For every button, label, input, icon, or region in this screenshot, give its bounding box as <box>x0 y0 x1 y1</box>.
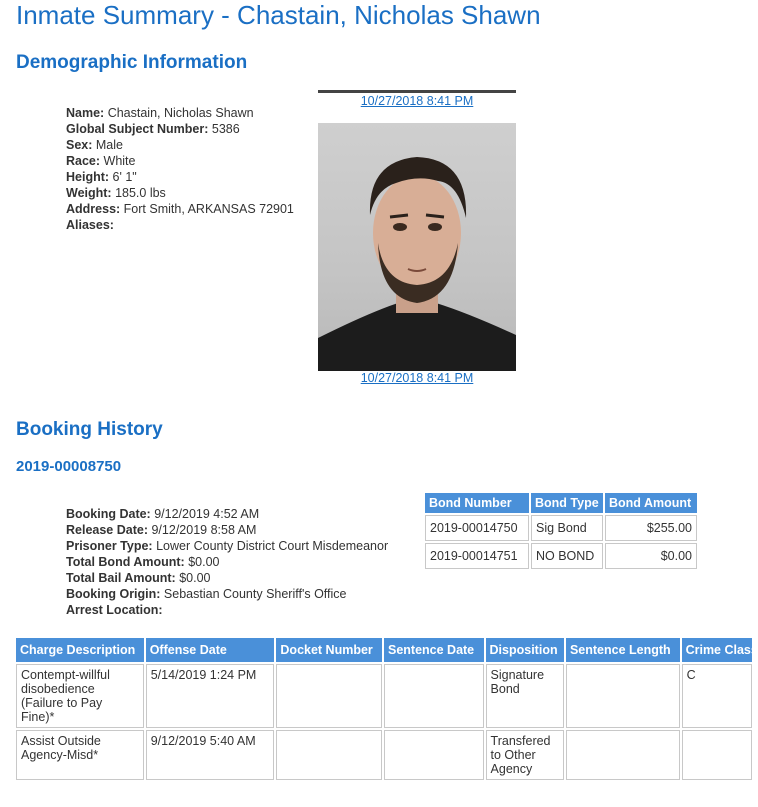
photo-date-link-top[interactable]: 10/27/2018 8:41 PM <box>360 94 474 108</box>
sex-label: Sex: <box>66 138 93 152</box>
disposition-cell: Transfered to Other Agency <box>486 730 564 780</box>
arrest-location-label: Arrest Location: <box>66 603 163 617</box>
offense-date-cell: 9/12/2019 5:40 AM <box>146 730 275 780</box>
charges-table-header <box>16 638 752 662</box>
booking-date-label: Booking Date: <box>66 507 151 521</box>
weight-label: Weight: <box>66 186 112 200</box>
charge-description-header: Charge Description <box>16 638 144 662</box>
total-bond-label: Total Bond Amount: <box>66 555 185 569</box>
release-date-value: 9/12/2019 8:58 AM <box>151 523 257 537</box>
docket-number-cell <box>276 730 382 780</box>
booking-origin-label: Booking Origin: <box>66 587 161 601</box>
height-row <box>66 169 294 185</box>
bond-number-header: Bond Number <box>425 493 529 513</box>
offense-date-cell: 5/14/2019 1:24 PM <box>146 664 275 728</box>
sentence-length-cell <box>566 664 680 728</box>
race-value: White <box>103 154 136 168</box>
charges-table-viewport <box>0 636 758 807</box>
total-bail-row <box>66 570 388 586</box>
bond-amount-header: Bond Amount <box>605 493 697 513</box>
sentence-length-header: Sentence Length <box>566 638 680 662</box>
bond-number-cell: 2019-00014750 <box>425 515 529 541</box>
sex-row <box>66 137 294 153</box>
address-label: Address: <box>66 202 121 216</box>
booking-history-heading: Booking History <box>16 419 163 440</box>
table-row <box>16 664 752 728</box>
address-value: Fort Smith, ARKANSAS 72901 <box>123 202 294 216</box>
booking-origin-value: Sebastian County Sheriff's Office <box>163 587 347 601</box>
demographic-info <box>66 105 294 233</box>
prisoner-type-value: Lower County District Court Misdemeanor <box>156 539 389 553</box>
name-label: Name: <box>66 106 105 120</box>
name-value: Chastain, Nicholas Shawn <box>107 106 254 120</box>
page-title: Inmate Summary - Chastain, Nicholas Shawn <box>16 0 541 30</box>
gsn-label: Global Subject Number: <box>66 122 209 136</box>
crime-class-cell: C <box>682 664 752 728</box>
arrest-location-row <box>66 602 388 618</box>
gsn-row <box>66 121 294 137</box>
booking-number: 2019-00008750 <box>16 458 122 475</box>
sex-value: Male <box>95 138 123 152</box>
total-bail-label: Total Bail Amount: <box>66 571 176 585</box>
aliases-row <box>66 217 294 233</box>
aliases-label: Aliases: <box>66 218 114 232</box>
demographic-heading: Demographic Information <box>16 52 248 73</box>
bond-number-cell: 2019-00014751 <box>425 543 529 569</box>
booking-info <box>66 506 388 618</box>
mugshot-photo <box>318 123 516 371</box>
sentence-date-cell <box>384 664 484 728</box>
race-label: Race: <box>66 154 101 168</box>
booking-date-value: 9/12/2019 4:52 AM <box>154 507 260 521</box>
bond-type-cell: NO BOND <box>531 543 603 569</box>
race-row <box>66 153 294 169</box>
bond-table <box>423 491 699 571</box>
booking-date-row <box>66 506 388 522</box>
docket-number-header: Docket Number <box>276 638 382 662</box>
table-row <box>16 730 752 780</box>
total-bond-value: $0.00 <box>188 555 220 569</box>
release-date-label: Release Date: <box>66 523 148 537</box>
disposition-header: Disposition <box>486 638 564 662</box>
bond-type-cell: Sig Bond <box>531 515 603 541</box>
release-date-row <box>66 522 388 538</box>
sentence-length-cell <box>566 730 680 780</box>
weight-value: 185.0 lbs <box>115 186 166 200</box>
bond-amount-cell: $0.00 <box>605 543 697 569</box>
charge-description-cell: Contempt-willful disobedience (Failure to Pay Fine)* <box>16 664 144 728</box>
disposition-cell: Signature Bond <box>486 664 564 728</box>
height-value: 6' 1" <box>112 170 137 184</box>
total-bail-value: $0.00 <box>179 571 211 585</box>
photo-top-divider <box>318 90 516 93</box>
charge-description-cell: Assist Outside Agency-Misd* <box>16 730 144 780</box>
bond-amount-cell: $255.00 <box>605 515 697 541</box>
total-bond-row <box>66 554 388 570</box>
prisoner-type-label: Prisoner Type: <box>66 539 153 553</box>
weight-row <box>66 185 294 201</box>
table-row <box>425 543 697 569</box>
offense-date-header: Offense Date <box>146 638 275 662</box>
photo-date-link-bottom[interactable]: 10/27/2018 8:41 PM <box>360 371 474 385</box>
mugshot-illustration <box>318 123 516 371</box>
bond-table-header <box>425 493 697 513</box>
crime-class-cell <box>682 730 752 780</box>
table-row <box>425 515 697 541</box>
height-label: Height: <box>66 170 110 184</box>
sentence-date-header: Sentence Date <box>384 638 484 662</box>
address-row <box>66 201 294 217</box>
docket-number-cell <box>276 664 382 728</box>
charges-table <box>14 636 758 782</box>
crime-class-header: Crime Class <box>682 638 752 662</box>
booking-origin-row <box>66 586 388 602</box>
gsn-value: 5386 <box>211 122 240 136</box>
sentence-date-cell <box>384 730 484 780</box>
prisoner-type-row <box>66 538 388 554</box>
name-row <box>66 105 294 121</box>
bond-type-header: Bond Type <box>531 493 603 513</box>
